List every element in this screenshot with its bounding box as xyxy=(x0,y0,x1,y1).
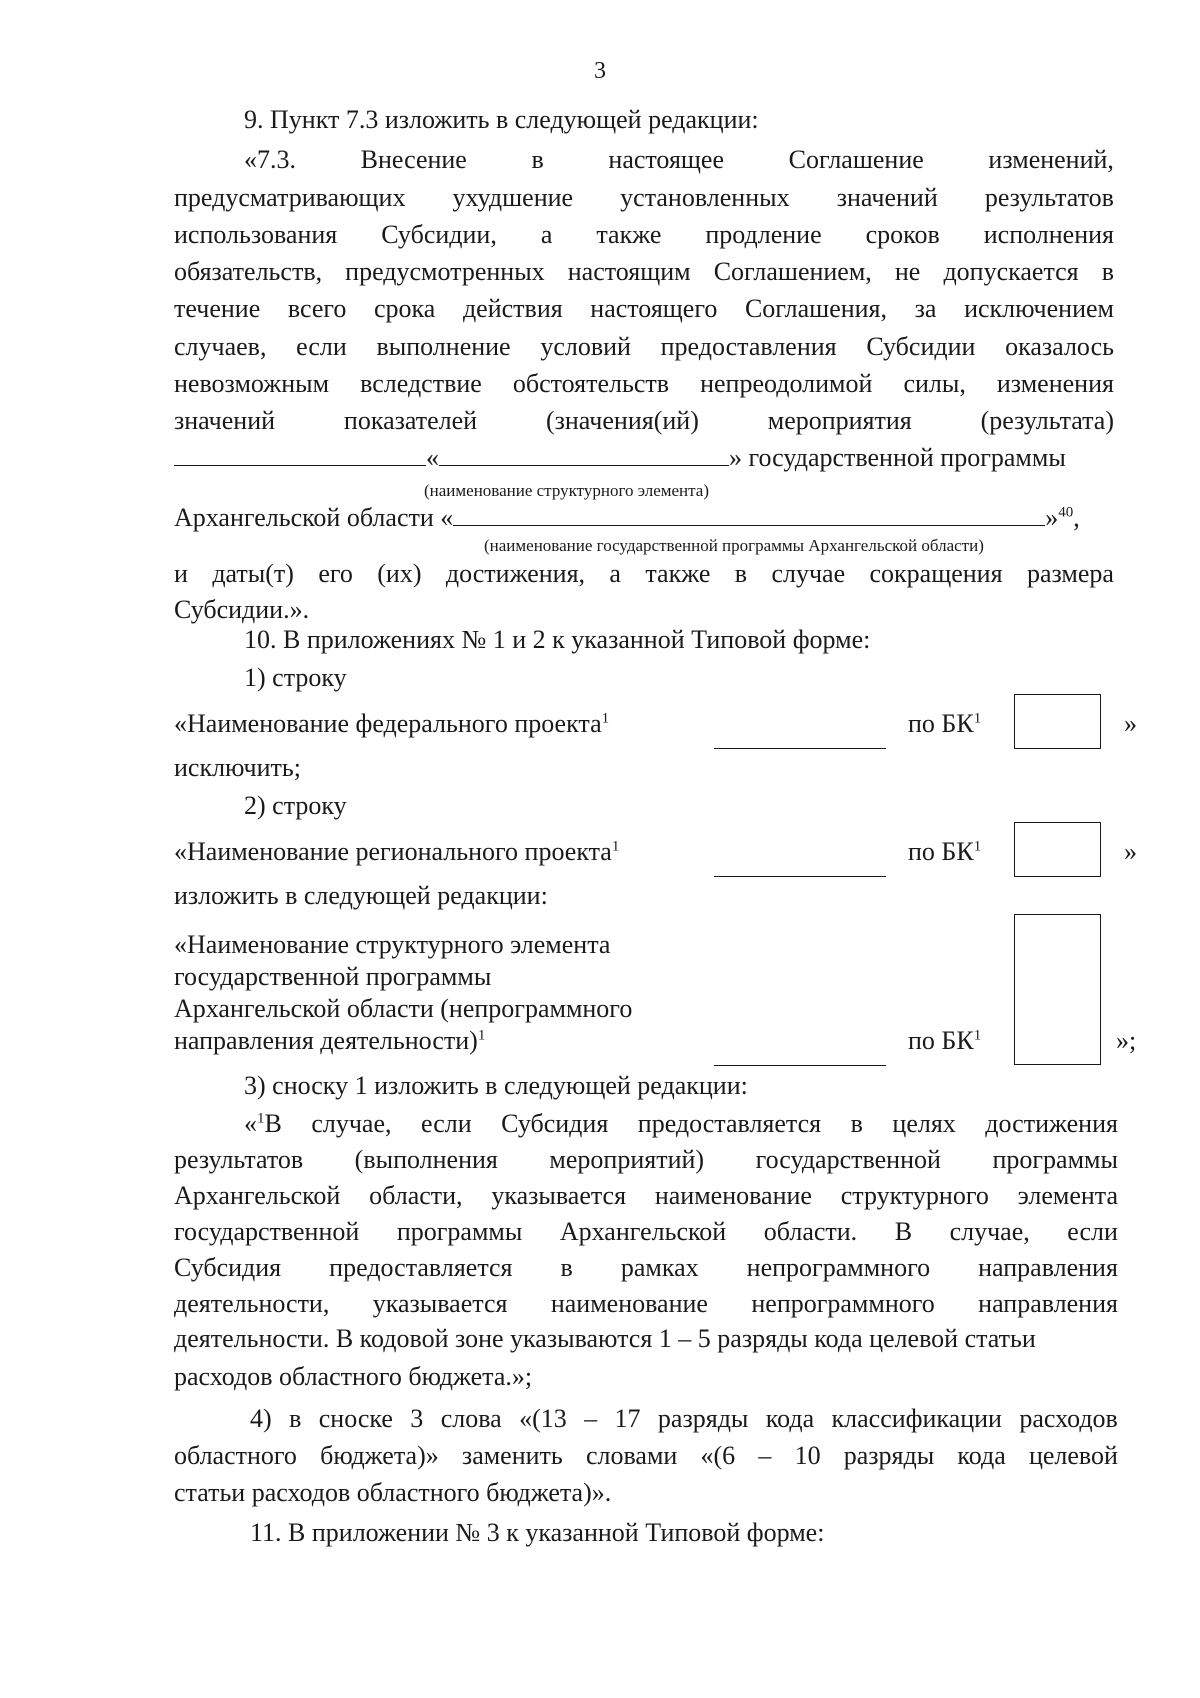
item10-sub3: 3) сноску 1 изложить в следующей редакции: xyxy=(244,1071,748,1100)
footnote-number: 1 xyxy=(257,1110,265,1127)
word: Соглашением, xyxy=(713,257,872,286)
word: расходов xyxy=(1019,1404,1118,1433)
word: непрограммного xyxy=(746,1253,931,1282)
footnote-first-word xyxy=(244,1107,282,1141)
word: 4) xyxy=(250,1404,272,1433)
word: не xyxy=(894,257,921,286)
word: а xyxy=(609,559,621,588)
footnote-ref: 40 xyxy=(1058,504,1074,521)
word: непрограммного xyxy=(751,1289,935,1318)
row2-code-box xyxy=(1014,822,1101,877)
close-quote: » xyxy=(1045,503,1059,532)
word: указывается xyxy=(372,1289,508,1318)
footnote-line xyxy=(174,1215,1118,1249)
row2-close-quote: » xyxy=(1124,837,1137,866)
word: наименование xyxy=(654,1181,812,1210)
word: разряды xyxy=(657,1404,749,1433)
word: срока xyxy=(374,294,436,323)
word: случаев, xyxy=(174,332,267,361)
word: настоящим xyxy=(567,257,691,286)
word: (выполнения xyxy=(354,1145,498,1174)
row3-line xyxy=(174,1025,632,1057)
item9-paragraph-line xyxy=(174,404,1114,438)
word: результатов xyxy=(174,1145,304,1174)
word: также xyxy=(645,559,711,588)
word: Архангельской xyxy=(559,1217,727,1246)
word: достижения, xyxy=(445,559,586,588)
word: оказалось xyxy=(1005,332,1114,361)
word: программы xyxy=(396,1217,523,1246)
row3-line: «Наименование структурного элемента xyxy=(174,930,611,959)
word: наименование xyxy=(550,1289,708,1318)
comma: , xyxy=(1073,503,1080,532)
word: предоставляется xyxy=(329,1253,513,1282)
row3-label xyxy=(174,929,632,1057)
word: настоящего xyxy=(590,294,718,323)
row3-close-quote: »; xyxy=(1116,1026,1137,1055)
word: программы xyxy=(992,1145,1118,1174)
word: обязательств, xyxy=(174,257,323,286)
item9-region-line xyxy=(174,501,1114,535)
row1-bk xyxy=(908,708,981,740)
word: государственной xyxy=(174,1217,360,1246)
row1-bk-footnote-ref: 1 xyxy=(973,710,982,727)
exclude-text: исключить; xyxy=(174,753,301,782)
word: настоящее xyxy=(608,145,724,174)
blank-field xyxy=(174,441,426,466)
word: «(13 xyxy=(519,1404,567,1433)
word: сроков xyxy=(865,220,940,249)
word: невозможным xyxy=(174,369,330,398)
row3-line: государственной программы xyxy=(174,962,492,991)
word: предоставления xyxy=(660,332,837,361)
open-quote: « xyxy=(244,1109,257,1138)
row3-code-box xyxy=(1014,914,1101,1065)
footnote-line xyxy=(174,1143,1118,1177)
word: кода xyxy=(765,1404,815,1433)
structural-element-blank xyxy=(439,441,729,466)
fn-line-7: деятельности. В кодовой зоне указываются 1 – 5 разряды кода целевой статьи xyxy=(174,1324,1036,1353)
word: всего xyxy=(287,294,347,323)
state-program-text: » государственной программы xyxy=(729,443,1066,472)
region-text: Архангельской области « xyxy=(174,503,454,532)
word: показателей xyxy=(343,406,478,435)
word: словами xyxy=(585,1441,678,1470)
row3-bk-text: по БК xyxy=(908,1026,974,1055)
word: также xyxy=(596,220,662,249)
word: предоставляется xyxy=(637,1109,822,1138)
row3-blank-line xyxy=(714,1065,886,1066)
row1-code-box xyxy=(1014,694,1101,749)
word: в xyxy=(1101,257,1114,286)
word: исполнения xyxy=(983,220,1114,249)
word: за xyxy=(914,294,937,323)
word: в xyxy=(560,1253,573,1282)
word: заменить xyxy=(461,1441,563,1470)
row1-label xyxy=(174,708,609,740)
item9-structural-line xyxy=(174,441,1114,475)
sub4-line xyxy=(250,1402,1118,1436)
word: кода xyxy=(957,1441,1006,1470)
word: 10 xyxy=(794,1441,821,1470)
word: Субсидии, xyxy=(381,220,497,249)
word: силы, xyxy=(903,369,966,398)
word: классификации xyxy=(831,1404,1002,1433)
item9-heading: 9. Пункт 7.3 изложить в следующей редакции: xyxy=(244,105,759,134)
word: установленных xyxy=(620,183,790,212)
word: использования xyxy=(174,220,338,249)
word: целях xyxy=(892,1109,956,1138)
word: Субсидии xyxy=(866,332,976,361)
row1-bk-text: по БК xyxy=(908,709,974,738)
item9-paragraph-line xyxy=(244,143,1114,177)
item9-paragraph-line xyxy=(174,181,1114,215)
word: области, xyxy=(369,1181,463,1210)
word: в xyxy=(289,1404,302,1433)
word: а xyxy=(540,220,553,249)
word: разряды xyxy=(843,1441,935,1470)
word: Внесение xyxy=(360,145,467,174)
word: если xyxy=(296,332,347,361)
footnote-line xyxy=(174,1179,1118,1213)
word: течение xyxy=(174,294,261,323)
word: исключением xyxy=(964,294,1114,323)
item9-paragraph-line xyxy=(174,367,1114,401)
row2-blank-line xyxy=(714,876,886,877)
caption-state-program: (наименование государственной программы Архангельской области) xyxy=(484,536,984,555)
word: Субсидия xyxy=(501,1109,609,1138)
word: результатов xyxy=(984,183,1114,212)
word: – xyxy=(584,1404,598,1433)
word: В xyxy=(894,1217,913,1246)
row1-label-text: «Наименование федерального проекта xyxy=(174,709,602,738)
word: если xyxy=(1067,1217,1118,1246)
word: мероприятия xyxy=(767,406,912,435)
word: направления xyxy=(978,1289,1118,1318)
word: в xyxy=(850,1109,863,1138)
word: рамках xyxy=(620,1253,699,1282)
word: целевой xyxy=(1028,1441,1118,1470)
row2-bk xyxy=(908,836,981,868)
word: Соглашения, xyxy=(744,294,888,323)
item9-paragraph-line xyxy=(174,255,1114,289)
row2-bk-footnote-ref: 1 xyxy=(973,838,982,855)
word: В xyxy=(264,1109,282,1138)
word: случае xyxy=(771,559,846,588)
open-quote: « xyxy=(426,443,439,472)
word: указывается xyxy=(491,1181,627,1210)
sub4-line xyxy=(174,1439,1118,1473)
word: деятельности, xyxy=(174,1289,330,1318)
row3-footnote-ref: 1 xyxy=(477,1027,486,1044)
word: сноске xyxy=(318,1404,393,1433)
row1-footnote-ref: 1 xyxy=(601,710,610,727)
restate-text: изложить в следующей редакции: xyxy=(174,881,548,910)
row1-close-quote: » xyxy=(1124,709,1137,738)
caption-structural-element: (наименование структурного элемента) xyxy=(424,481,709,500)
row3-line: Архангельской области (непрограммного xyxy=(174,994,633,1023)
word: структурного xyxy=(840,1181,989,1210)
word: направления xyxy=(978,1253,1118,1282)
word: даты(т) xyxy=(212,559,294,588)
row2-footnote-ref: 1 xyxy=(611,838,620,855)
word: «(6 xyxy=(700,1441,736,1470)
footnote-line xyxy=(244,1107,1118,1141)
word: случае, xyxy=(311,1109,392,1138)
row3-bk xyxy=(908,1025,981,1057)
word: изменений, xyxy=(988,145,1114,174)
word: (результата) xyxy=(980,406,1114,435)
word: изменения xyxy=(996,369,1114,398)
word: непреодолимой xyxy=(700,369,873,398)
word: Соглашение xyxy=(788,145,924,174)
word: – xyxy=(758,1441,772,1470)
row3-bk-footnote-ref: 1 xyxy=(973,1027,982,1044)
word: Архангельской xyxy=(174,1181,341,1210)
word: продление xyxy=(705,220,822,249)
footnote-line xyxy=(174,1251,1118,1285)
word: элемента xyxy=(1017,1181,1118,1210)
word: выполнение xyxy=(376,332,511,361)
word: допускается xyxy=(943,257,1079,286)
word: слова xyxy=(440,1404,502,1433)
word: предусматривающих xyxy=(174,183,406,212)
word: областного xyxy=(174,1441,297,1470)
word: значений xyxy=(174,406,276,435)
word: «7.3. xyxy=(244,145,296,174)
item11-heading: 11. В приложении № 3 к указанной Типовой форме: xyxy=(250,1518,825,1547)
word: государственной xyxy=(755,1145,941,1174)
item10-heading: 10. В приложениях № 1 и 2 к указанной Типовой форме: xyxy=(244,625,871,654)
footnote-line xyxy=(174,1287,1118,1321)
word: действия xyxy=(462,294,563,323)
word: предусмотренных xyxy=(345,257,545,286)
word: размера xyxy=(1026,559,1114,588)
word: условий xyxy=(540,332,631,361)
word: значений xyxy=(836,183,938,212)
item10-sub2: 2) строку xyxy=(244,791,347,820)
word: случае, xyxy=(949,1217,1030,1246)
row3-line-text: направления деятельности) xyxy=(174,1026,478,1055)
word: 3 xyxy=(410,1404,424,1433)
word: ухудшение xyxy=(452,183,574,212)
page-number: 3 xyxy=(594,58,606,84)
word: его xyxy=(318,559,353,588)
word: мероприятий) xyxy=(549,1145,705,1174)
word: сокращения xyxy=(869,559,1003,588)
program-name-blank xyxy=(453,501,1045,526)
word: в xyxy=(531,145,544,174)
word: достижения xyxy=(985,1109,1118,1138)
word: области. xyxy=(763,1217,858,1246)
word: если xyxy=(421,1109,472,1138)
word: и xyxy=(174,559,188,588)
item9-paragraph-line xyxy=(174,330,1114,364)
word: Субсидия xyxy=(174,1253,282,1282)
item10-sub1: 1) строку xyxy=(244,663,347,692)
row2-label-text: «Наименование регионального проекта xyxy=(174,837,612,866)
word: (значения(ий) xyxy=(545,406,699,435)
fn-line-8: расходов областного бюджета.»; xyxy=(174,1362,533,1391)
word: 17 xyxy=(614,1404,641,1433)
item9-paragraph-line xyxy=(174,292,1114,326)
word: обстоятельств xyxy=(512,369,670,398)
row1-blank-line xyxy=(714,748,886,749)
item9-paragraph-line xyxy=(174,218,1114,252)
sub4-line-3: статьи расходов областного бюджета)». xyxy=(174,1478,612,1507)
word: (их) xyxy=(377,559,422,588)
item9-dates-line xyxy=(174,557,1114,591)
row2-bk-text: по БК xyxy=(908,837,974,866)
row2-label xyxy=(174,836,619,868)
word: бюджета)» xyxy=(320,1441,439,1470)
item9-subsidy-end: Субсидии.». xyxy=(174,595,310,624)
word: вследствие xyxy=(360,369,482,398)
word: в xyxy=(734,559,748,588)
